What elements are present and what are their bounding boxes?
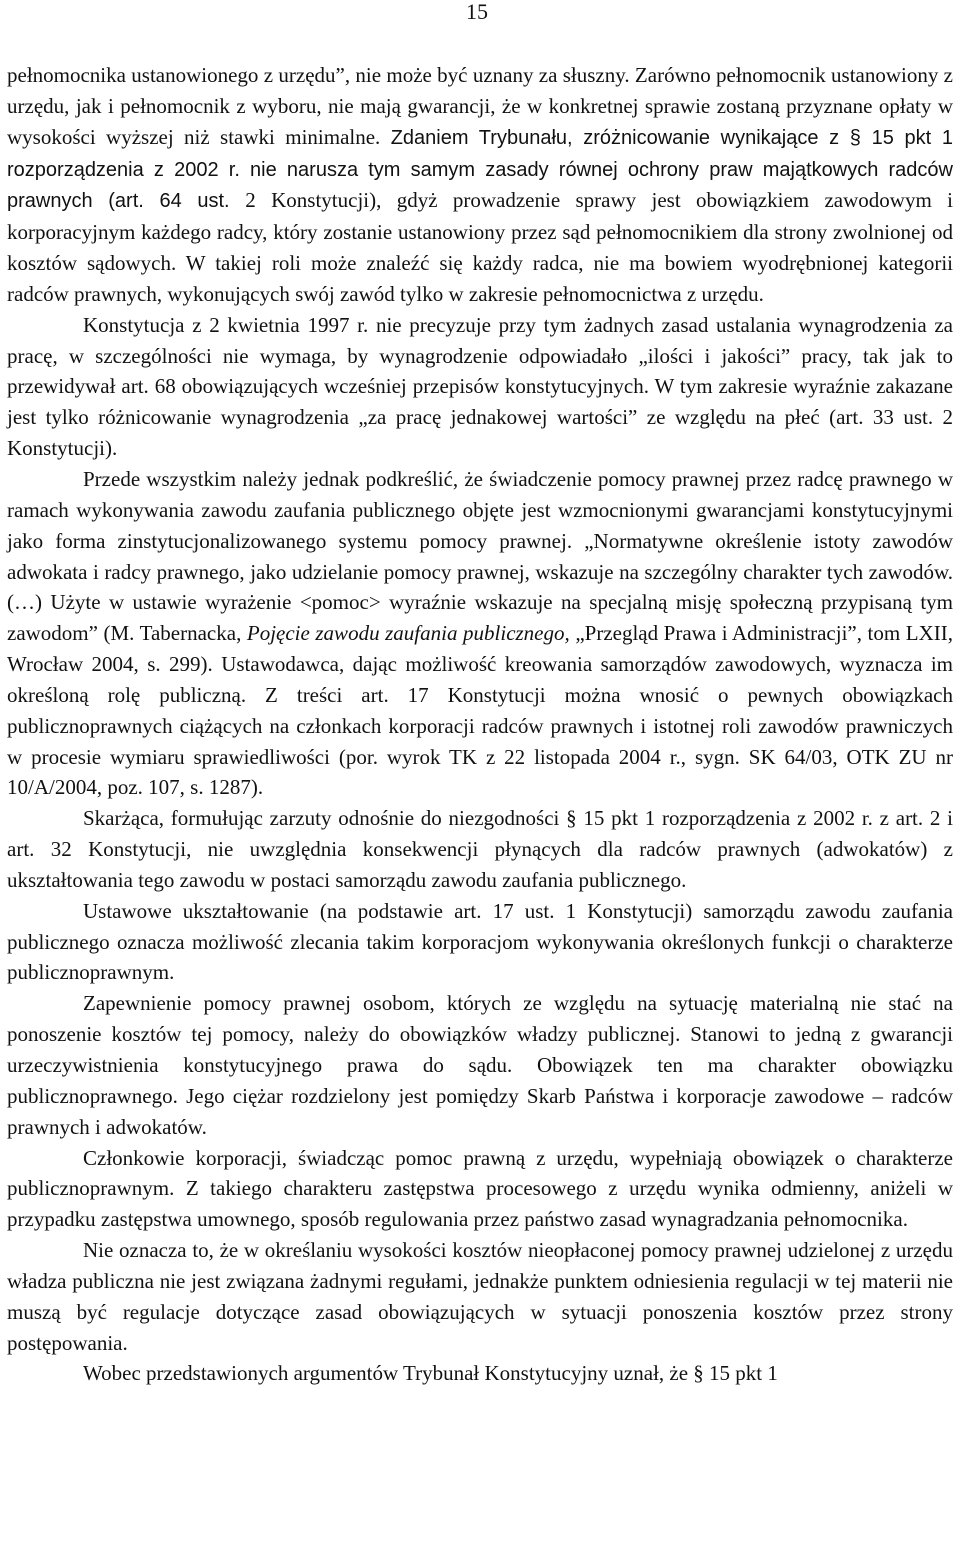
paragraph-text: Skarżąca, formułując zarzuty odnośnie do niezgodności § 15 pkt 1 rozporządzenia z 2002 r. z art. 2 i art. 32 Konstytucji, nie uwzględnia konsekwencji płynących dla radców prawnych (adwokatów) z ukształtowania tego zawodu w postaci samorządu zawodu zaufania publicznego. [7, 806, 953, 892]
paragraph-text: Przede wszystkim należy jednak podkreślić, że świadczenie pomocy prawnej przez radcę prawnego w ramach wykonywania zawodu zaufania publicznego objęte jest wzmocnionymi gwarancjami konstytucyjnymi jako forma zinstytucjonalizowanego systemu pomocy prawnej. „Normatywne określenie istoty zawodów adwokata i radcy prawnego, jako udzielanie pomocy prawnej, wskazuje na szczególny charakter tych zawodów. (…) Użyte w ustawie wyrażenie <pomoc> wyraźnie wskazuje na specjalną misję społeczną przypisaną tym zawodom” (M. Tabernacka, [7, 466, 953, 646]
paragraph-text: pełnomocnika ustanowionego z urzędu”, nie może być uznany za słuszny. Zarówno pełnomocnik ustanowiony z urzędu, jak i pełnomocnik z wyboru, nie mają gwarancji, że w konkretnej sprawie zostaną przyznane opłaty w wysokości wyższej niż stawki minimalne. [7, 63, 953, 149]
paragraph [7, 896, 953, 989]
paragraph-text: Konstytucja z 2 kwietnia 1997 r. nie precyzuje przy tym żadnych zasad ustalania wynagrodzenia za pracę, w szczególności nie wymaga, by wynagrodzenie odpowiadało „ilości i jakości” pracy, tak jak to przewidywał art. 68 obowiązujących wcześniej przepisów konstytucyjnych. W tym zakresie wyraźnie zakazane jest tylko różnicowanie wynagrodzenia „za pracę jednakowej wartości” ze względu na płeć (art. 33 ust. 2 Konstytucji). [7, 312, 953, 461]
paragraph-text: Nie oznacza to, że w określaniu wysokości kosztów nieopłaconej pomocy prawnej udzielonej z urzędu władza publiczna nie jest związana żadnymi regułami, jednakże punktem odniesienia regulacji w tej materii nie muszą być regulacje dotyczące zasad obowiązujących w sytuacji ponoszenia kosztów przez strony postępowania. [7, 1238, 953, 1355]
citation-title: Pojęcie zawodu zaufania publicznego, [246, 621, 570, 646]
paragraph-text: „Przegląd Prawa i Administracji”, tom LXII, Wrocław 2004, s. 299). Ustawodawca, dając możliwość kreowania samorządów zawodowych, wyznacza im określoną rolę publiczną. Z treści art. 17 Konstytucji można wnosić o pewnych obowiązkach publicznoprawnych ciążących na członkach korporacji radców prawnych i istotnej roli zawodów prawniczych w procesie wymiaru sprawiedliwości (por. wyrok TK z 22 listopada 2004 r., sygn. SK 64/03, OTK ZU nr 10/A/2004, poz. 107, s. 1287). [7, 621, 953, 800]
paragraph [7, 1143, 953, 1236]
paragraph-text: 2 Konstytucji), gdyż prowadzenie sprawy jest obowiązkiem zawodowym i korporacyjnym każdego radcy, który zostanie ustanowiony przez sąd pełnomocnikiem dla strony zwolnionej od kosztów sądowych. W takiej roli może znaleźć się każdy radca, nie ma bowiem wyodrębnionej kategorii radców prawnych, wykonujących swój zawód tylko w zakresie pełnomocnictwa z urzędu. [7, 188, 953, 306]
page-number: 15 [466, 0, 488, 24]
paragraph [7, 1235, 953, 1358]
document-body [7, 60, 953, 1389]
paragraph [7, 60, 953, 310]
paragraph-text: Zapewnienie pomocy prawnej osobom, których ze względu na sytuację materialną nie stać na ponoszenie kosztów tej pomocy, należy do obowiązków władzy publicznej. Stanowi to jedną z gwarancji urzeczywistnienia konstytucyjnego prawa do sądu. Obowiązek ten ma charakter obowiązku publicznoprawnego. Jego ciężar rozdzielony jest pomiędzy Skarb Państwa i korporacje zawodowe – radców prawnych i adwokatów. [7, 991, 953, 1139]
paragraph-text: Ustawowe ukształtowanie (na podstawie art. 17 ust. 1 Konstytucji) samorządu zawodu zaufania publicznego oznacza możliwość zlecania takim korporacjom wykonywania określonych funkcji o charakterze publicznoprawnym. [7, 898, 953, 985]
paragraph [7, 803, 953, 896]
paragraph-text: Członkowie korporacji, świadcząc pomoc prawną z urzędu, wypełniają obowiązek o charakterze publicznoprawnym. Z takiego charakteru zastępstwa procesowego z urzędu wynika odmienny, aniżeli w przypadku zastępstwa umownego, sposób regulowania przez państwo zasad wynagradzania pełnomocnika. [7, 1145, 953, 1232]
paragraph [7, 1358, 953, 1389]
paragraph-text: Wobec przedstawionych argumentów Trybunał Konstytucyjny uznał, że § 15 pkt 1 [83, 1361, 778, 1386]
paragraph [7, 988, 953, 1142]
paragraph-text-sans: Zdaniem Trybunału, zróżnicowanie wynikające z § 15 pkt 1 rozporządzenia z 2002 r. nie narusza tym samym zasady równej ochrony praw majątkowych radców prawnych (art. 64 ust. [7, 126, 953, 213]
paragraph [7, 310, 953, 464]
paragraph [7, 464, 953, 803]
